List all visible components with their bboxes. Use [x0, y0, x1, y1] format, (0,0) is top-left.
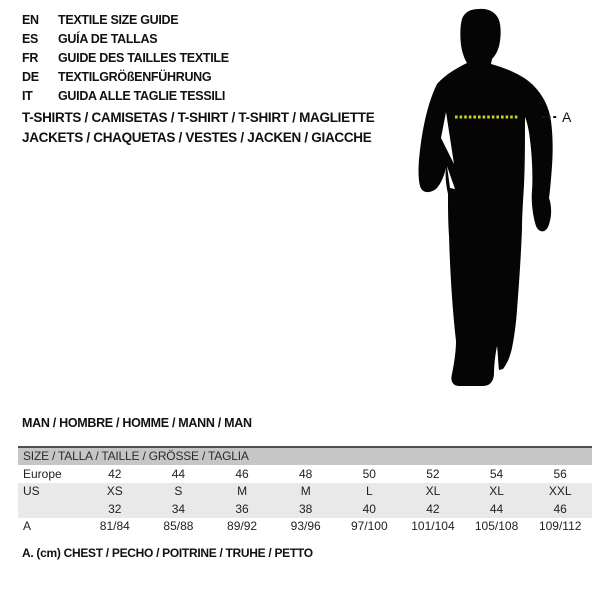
table-cell: 54 — [489, 466, 504, 481]
product-line-jackets: JACKETS / CHAQUETAS / VESTES / JACKEN / GIACCHE — [22, 130, 372, 145]
product-types — [22, 108, 374, 148]
measure-label-a: A — [562, 109, 572, 125]
table-cell: 97/100 — [350, 519, 388, 534]
table-cell: XXL — [548, 484, 572, 499]
language-title: GUÍA DE TALLAS — [58, 32, 158, 46]
measure-footnote: A. (cm) CHEST / PECHO / POITRINE / TRUHE / PETTO — [22, 546, 313, 560]
table-cell: 105/108 — [474, 519, 519, 534]
language-row-it — [22, 87, 229, 106]
row-label: Europe — [23, 466, 62, 481]
table-cell: 44 — [171, 466, 186, 481]
table-row-us — [18, 483, 592, 501]
product-line-tshirts: T-SHIRTS / CAMISETAS / T-SHIRT / T-SHIRT / MAGLIETTE — [22, 110, 375, 125]
table-cell: 52 — [426, 466, 440, 481]
language-title: GUIDA ALLE TAGLIE TESSILI — [58, 89, 226, 103]
table-cell: S — [174, 484, 183, 499]
table-cell: 85/88 — [163, 519, 194, 534]
language-list — [22, 11, 229, 106]
language-row-fr — [22, 49, 229, 68]
table-cell: 101/104 — [411, 519, 455, 534]
table-cell: 46 — [235, 466, 249, 481]
table-cell: XL — [425, 484, 441, 499]
table-cell: XL — [489, 484, 504, 499]
table-cell: 40 — [362, 501, 376, 516]
language-code: EN — [22, 13, 39, 27]
language-code: IT — [22, 89, 33, 103]
language-code: DE — [22, 70, 39, 84]
table-cell: 81/84 — [99, 519, 130, 534]
table-cell: M — [237, 484, 248, 499]
table-cell: 42 — [108, 466, 122, 481]
language-code: ES — [22, 32, 39, 46]
table-row-europe — [18, 465, 592, 483]
table-cell: 50 — [362, 466, 376, 481]
table-cell: 109/112 — [538, 519, 582, 534]
table-cell: M — [300, 484, 311, 499]
language-title: TEXTILE SIZE GUIDE — [58, 13, 179, 27]
language-row-de — [22, 68, 229, 87]
man-silhouette — [419, 9, 553, 386]
table-cell: 38 — [299, 501, 313, 516]
table-cell: 89/92 — [227, 519, 258, 534]
table-cell: 44 — [489, 501, 504, 516]
table-cell: 34 — [171, 501, 186, 516]
row-label: US — [23, 484, 40, 499]
table-cell: 42 — [426, 501, 440, 516]
language-row-es — [22, 30, 229, 49]
section-title-man: MAN / HOMBRE / HOMME / MANN / MAN — [22, 416, 252, 430]
row-label: A — [23, 519, 32, 534]
table-cell: 46 — [553, 501, 567, 516]
size-table-header: SIZE / TALLA / TAILLE / GRÖSSE / TAGLIA — [18, 446, 592, 465]
table-cell: XS — [106, 484, 123, 499]
table-cell: 93/96 — [290, 519, 321, 534]
language-title: TEXTILGRÖßENFÜHRUNG — [58, 70, 212, 84]
language-code: FR — [22, 51, 39, 65]
man-figure-svg — [400, 0, 600, 400]
table-cell: 36 — [235, 501, 249, 516]
language-title: GUIDE DES TAILLES TEXTILE — [58, 51, 229, 65]
table-cell: 56 — [553, 466, 567, 481]
table-row-numeric — [18, 500, 592, 518]
language-row-en — [22, 11, 229, 30]
table-row-chest-cm — [18, 518, 592, 536]
size-table — [18, 446, 592, 535]
table-cell: 48 — [299, 466, 313, 481]
size-figure — [400, 0, 600, 400]
table-cell: 32 — [108, 501, 122, 516]
table-cell: L — [365, 484, 373, 499]
